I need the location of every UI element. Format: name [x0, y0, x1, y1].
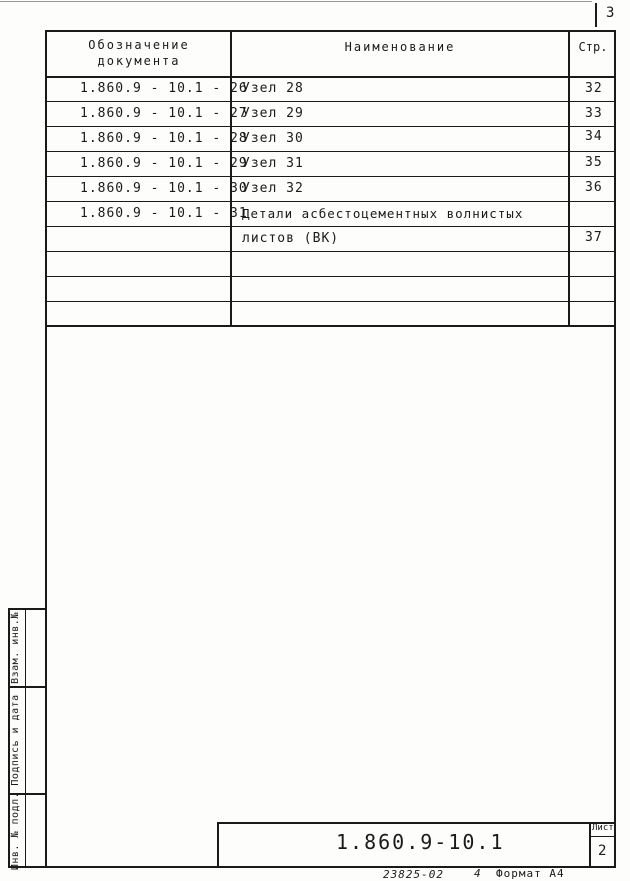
row-name: Детали асбестоцементных волнистых: [242, 206, 524, 221]
row-designation: 1.860.9 - 10.1 - 31: [80, 206, 248, 221]
row-designation: 1.860.9 - 10.1 - 26: [80, 81, 248, 96]
table-col-line-2: [568, 30, 570, 326]
side-stamp-podpis-data: Подпись и дата: [10, 694, 21, 786]
format-label: Формат А4: [496, 867, 565, 880]
row-name: Узел 28: [242, 81, 304, 96]
header-bottom-line: [45, 76, 616, 78]
row-designation: 1.860.9 - 10.1 - 28: [80, 131, 248, 146]
top-edge-line: [0, 1, 592, 2]
row-page: 36: [585, 180, 603, 195]
side-stamp-col-line: [25, 608, 26, 868]
row-line: [45, 301, 616, 302]
row-name: Узел 30: [242, 131, 304, 146]
row-name: листов (ВК): [242, 231, 340, 246]
title-block-divider: [589, 822, 591, 868]
header-designation-line2: документа: [97, 54, 181, 68]
row-line: [45, 151, 616, 152]
sheet-cell-divider: [589, 836, 616, 837]
header-designation-line1: Обозначение: [88, 38, 190, 52]
page-number-divider: [595, 3, 597, 27]
page-number: 3: [606, 5, 616, 21]
row-line: [45, 276, 616, 277]
side-stamp-vzam-inv: Взам. инв.№: [10, 612, 21, 684]
header-name: Наименование: [344, 40, 456, 54]
row-line: [45, 251, 616, 252]
row-line: [45, 126, 616, 127]
table-col-line-1: [230, 30, 232, 326]
row-page: 34: [585, 129, 603, 144]
row-designation: 1.860.9 - 10.1 - 29: [80, 156, 248, 171]
sheet-label: Лист: [592, 823, 614, 833]
side-stamp-inv-podl: Инв. № подл.: [10, 791, 21, 871]
row-line: [45, 226, 616, 227]
row-line: [45, 176, 616, 177]
row-line: [45, 201, 616, 202]
sheet-number: 2: [598, 843, 608, 859]
order-number: 23825-02: [383, 868, 444, 881]
document-code: 1.860.9-10.1: [336, 830, 505, 854]
header-page: Стр.: [578, 40, 608, 54]
row-page: 37: [585, 230, 603, 245]
row-name: Узел 31: [242, 156, 304, 171]
row-page: 35: [585, 155, 603, 170]
row-page: 32: [585, 81, 603, 96]
table-bottom-line: [45, 325, 616, 327]
row-page: 33: [585, 106, 603, 121]
row-line: [45, 101, 616, 102]
copy-number: 4: [474, 867, 482, 880]
row-designation: 1.860.9 - 10.1 - 30: [80, 181, 248, 196]
row-name: Узел 29: [242, 106, 304, 121]
row-name: Узел 32: [242, 181, 304, 196]
row-designation: 1.860.9 - 10.1 - 27: [80, 106, 248, 121]
